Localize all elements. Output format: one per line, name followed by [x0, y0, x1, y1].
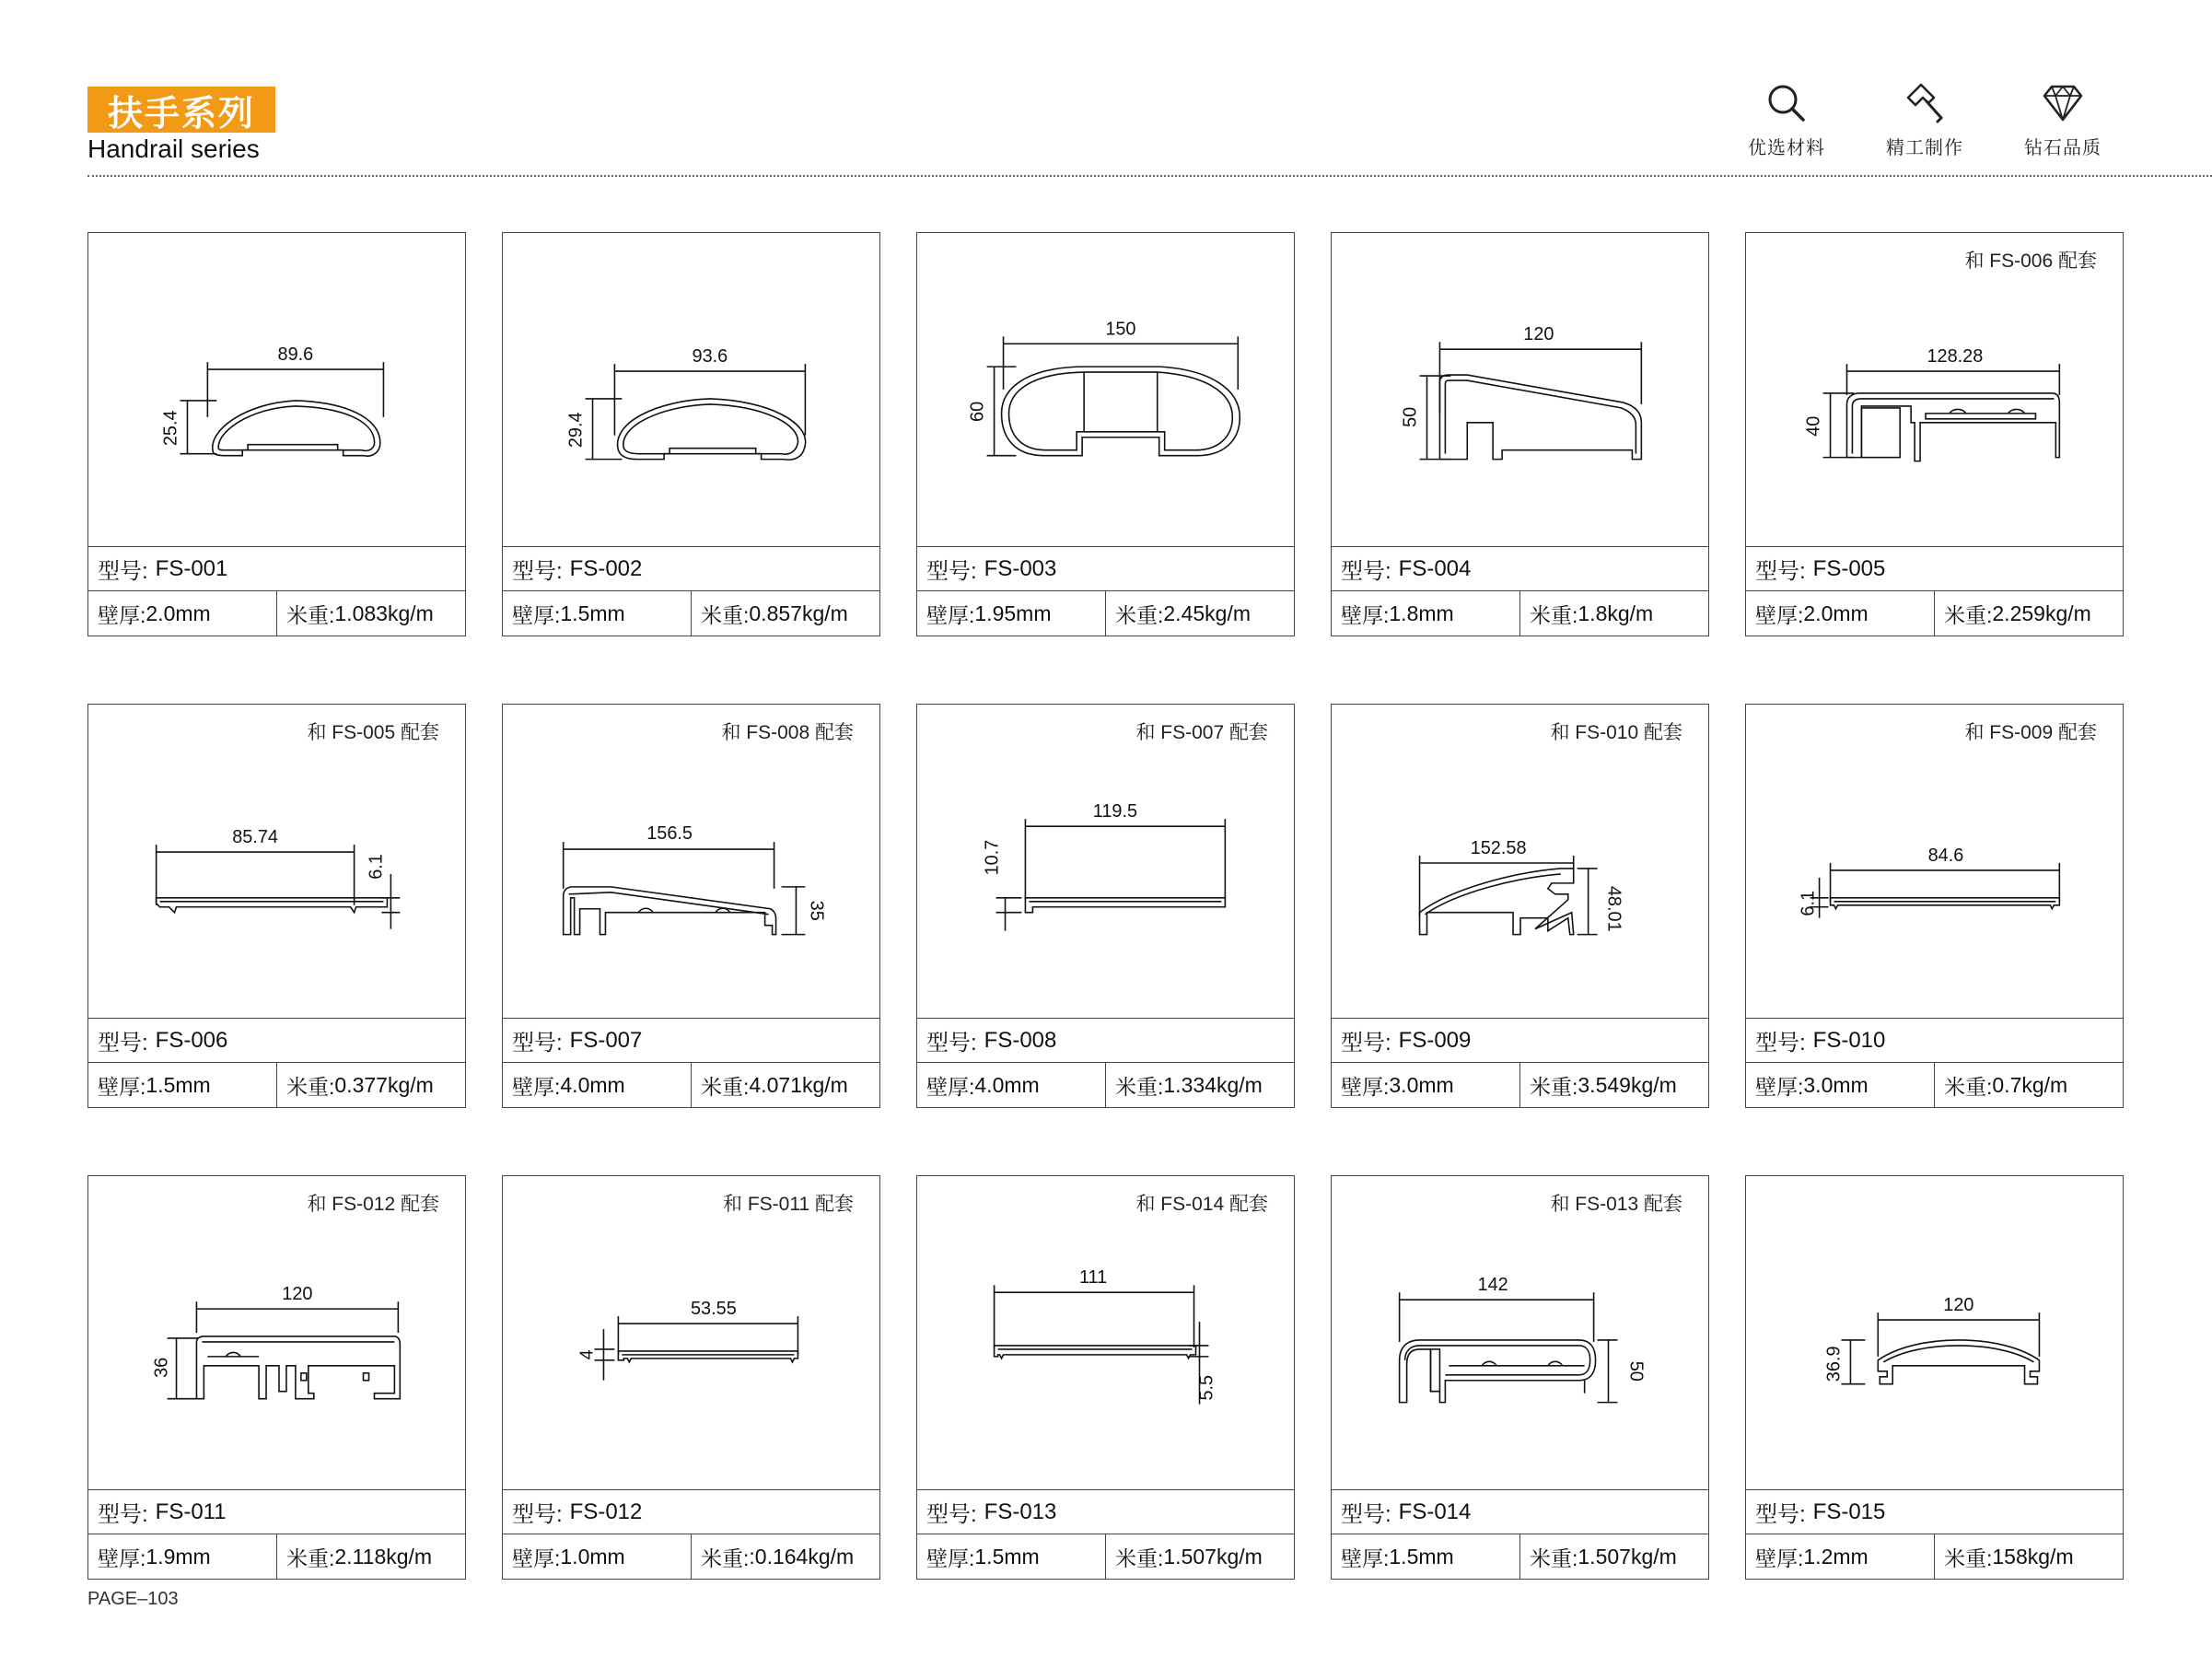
profile-drawing [503, 233, 879, 546]
model-label: 型号: [1755, 559, 1806, 584]
dimension-height: 48.01 [1603, 885, 1624, 932]
matching-note: 和 FS-008 配套 [721, 722, 854, 743]
model-number: FS-010 [1812, 1027, 1886, 1053]
wall-value: 3.0mm [1803, 1072, 1869, 1097]
product-card-fs-005 [1745, 232, 2124, 636]
weight-value: 1.507kg/m [1163, 1544, 1263, 1569]
diamond-icon [2041, 81, 2085, 125]
profile-drawing [503, 705, 879, 1018]
spec-row [1332, 1063, 1708, 1107]
dimension-height: 36 [151, 1357, 172, 1378]
wall-label: 壁厚: [512, 1546, 561, 1570]
wall-label: 壁厚: [926, 1546, 975, 1570]
model-row [88, 546, 465, 591]
model-row [917, 1489, 1294, 1534]
dimension-height: 4 [576, 1349, 598, 1360]
feature-icons [1731, 81, 2146, 164]
weight-label: 米重: [1530, 602, 1578, 627]
wall-label: 壁厚: [1755, 602, 1804, 627]
product-card-fs-013 [916, 1175, 1295, 1580]
dimension-height: 35 [806, 900, 827, 921]
fs-009-profile-svg [1332, 705, 1708, 1018]
weight-value: :0.164kg/m [749, 1544, 855, 1569]
model-number: FS-006 [155, 1027, 228, 1053]
matching-note: 和 FS-011 配套 [723, 1194, 854, 1215]
model-label: 型号: [1341, 1502, 1391, 1527]
fs-003-profile-svg [917, 233, 1294, 546]
profile-drawing [1746, 233, 2123, 546]
profile-drawing [88, 233, 465, 546]
wall-label: 壁厚: [1341, 602, 1390, 627]
model-row [503, 1018, 879, 1063]
model-number: FS-009 [1398, 1027, 1472, 1053]
spec-row [88, 591, 465, 636]
model-row [1332, 1018, 1708, 1063]
weight-value: 1.083kg/m [334, 601, 434, 625]
wall-thickness [88, 591, 277, 636]
fs-001-profile-svg [88, 233, 465, 546]
profile-drawing [917, 233, 1294, 546]
dimension-width: 111 [1078, 1267, 1108, 1289]
wall-thickness [1746, 1063, 1935, 1107]
model-row [88, 1489, 465, 1534]
model-label: 型号: [926, 559, 977, 584]
model-number: FS-011 [155, 1499, 227, 1524]
wall-value: 1.5mm [560, 601, 625, 625]
profile-drawing [917, 705, 1294, 1018]
weight-per-meter [277, 1534, 465, 1579]
dimension-width: 89.6 [277, 344, 314, 366]
matching-note: 和 FS-012 配套 [307, 1194, 439, 1215]
wall-thickness [1332, 591, 1520, 636]
wall-thickness [917, 1534, 1106, 1579]
dimension-height: 50 [1400, 406, 1421, 427]
header-divider [87, 175, 2212, 177]
weight-value: 0.857kg/m [749, 601, 848, 625]
weight-per-meter [1520, 1063, 1708, 1107]
model-row [1332, 1489, 1708, 1534]
wall-label: 壁厚: [926, 1074, 975, 1099]
weight-per-meter [277, 1063, 465, 1107]
series-subtitle: Handrail series [87, 134, 260, 163]
wall-value: 1.95mm [974, 601, 1052, 625]
spec-row [503, 1534, 879, 1579]
model-label: 型号: [926, 1502, 977, 1527]
profile-drawing [88, 1176, 465, 1489]
weight-label: 米重: [1115, 602, 1164, 627]
product-card-fs-011 [87, 1175, 466, 1580]
dimension-width: 152.58 [1470, 838, 1527, 859]
spec-row [917, 1063, 1294, 1107]
wall-thickness [1332, 1063, 1520, 1107]
dimension-width: 85.74 [232, 827, 279, 848]
product-card-fs-006 [87, 704, 466, 1108]
model-row [1746, 1489, 2123, 1534]
profile-drawing [1746, 705, 2123, 1018]
model-label: 型号: [1755, 1502, 1806, 1527]
wall-value: 2.0mm [146, 601, 211, 625]
product-card-fs-004 [1331, 232, 1709, 636]
spec-row [1746, 591, 2123, 636]
fs-008-profile-svg [917, 705, 1294, 1018]
weight-per-meter [1935, 1534, 2123, 1579]
product-card-fs-008 [916, 704, 1295, 1108]
model-label: 型号: [98, 1031, 148, 1056]
dimension-width: 150 [1105, 319, 1136, 340]
fs-013-profile-svg [917, 1176, 1294, 1489]
product-card-fs-003 [916, 232, 1295, 636]
wall-thickness [917, 1063, 1106, 1107]
hammer-icon [1903, 81, 1947, 125]
dimension-height: 10.7 [982, 839, 1003, 876]
model-number: FS-007 [569, 1027, 643, 1053]
weight-label: 米重: [286, 1546, 335, 1570]
weight-per-meter [692, 1063, 879, 1107]
weight-value: 2.118kg/m [334, 1544, 433, 1569]
wall-thickness [917, 591, 1106, 636]
wall-label: 壁厚: [98, 602, 146, 627]
dimension-height: 25.4 [160, 410, 181, 447]
wall-label: 壁厚: [98, 1546, 146, 1570]
model-number: FS-002 [569, 555, 643, 581]
weight-per-meter [692, 591, 879, 636]
weight-per-meter [277, 591, 465, 636]
wall-thickness [1332, 1534, 1520, 1579]
dimension-width: 156.5 [646, 823, 693, 845]
model-row [917, 546, 1294, 591]
weight-label: 米重: [1115, 1074, 1164, 1099]
spec-row [917, 591, 1294, 636]
matching-note: 和 FS-009 配套 [1964, 722, 2097, 743]
fs-006-profile-svg [88, 705, 465, 1018]
model-label: 型号: [512, 1502, 563, 1527]
model-row [917, 1018, 1294, 1063]
product-card-fs-007 [502, 704, 880, 1108]
model-row [503, 546, 879, 591]
fs-004-profile-svg [1332, 233, 1708, 546]
wall-value: 1.5mm [974, 1544, 1040, 1569]
weight-value: 0.377kg/m [334, 1072, 434, 1097]
weight-per-meter [1106, 591, 1294, 636]
wall-value: 4.0mm [974, 1072, 1040, 1097]
wall-thickness [503, 591, 692, 636]
weight-per-meter [692, 1534, 879, 1579]
matching-note: 和 FS-007 配套 [1135, 722, 1268, 743]
matching-note: 和 FS-010 配套 [1550, 722, 1682, 743]
wall-label: 壁厚: [1341, 1546, 1390, 1570]
wall-value: 1.0mm [560, 1544, 625, 1569]
model-label: 型号: [1341, 1031, 1391, 1056]
dimension-height: 60 [967, 401, 988, 422]
model-label: 型号: [1341, 559, 1391, 584]
product-card-fs-010 [1745, 704, 2124, 1108]
profile-drawing [917, 1176, 1294, 1489]
dimension-height: 29.4 [565, 412, 587, 449]
weight-label: 米重: [286, 602, 335, 627]
weight-value: 4.071kg/m [749, 1072, 848, 1097]
matching-note: 和 FS-005 配套 [307, 722, 439, 743]
weight-label: 米重: [701, 602, 750, 627]
weight-per-meter [1106, 1534, 1294, 1579]
wall-label: 壁厚: [1755, 1546, 1804, 1570]
weight-label: 米重: [1944, 1074, 1993, 1099]
weight-value: 158kg/m [1992, 1544, 2074, 1569]
spec-row [1332, 1534, 1708, 1579]
feature-materials [1731, 81, 1842, 159]
model-label: 型号: [512, 1031, 563, 1056]
fs-015-profile-svg [1746, 1176, 2123, 1489]
model-label: 型号: [1755, 1031, 1806, 1056]
profile-drawing [1746, 1176, 2123, 1489]
weight-value: 3.549kg/m [1578, 1072, 1677, 1097]
wall-thickness [503, 1063, 692, 1107]
dimension-height: 5.5 [1196, 1374, 1217, 1401]
weight-label: 米重: [701, 1546, 750, 1570]
wall-value: 4.0mm [560, 1072, 625, 1097]
fs-011-profile-svg [88, 1176, 465, 1489]
wall-value: 1.2mm [1803, 1544, 1869, 1569]
wall-value: 3.0mm [1389, 1072, 1454, 1097]
weight-label: 米重: [286, 1074, 335, 1099]
feature-quality [2008, 81, 2118, 159]
weight-per-meter [1106, 1063, 1294, 1107]
model-number: FS-015 [1812, 1499, 1886, 1524]
model-row [1332, 546, 1708, 591]
profile-drawing [88, 705, 465, 1018]
model-number: FS-003 [984, 555, 1057, 581]
page-number: PAGE–103 [87, 1589, 179, 1609]
model-number: FS-013 [984, 1499, 1057, 1524]
spec-row [503, 591, 879, 636]
model-row [1746, 546, 2123, 591]
weight-value: 1.507kg/m [1578, 1544, 1677, 1569]
dimension-width: 142 [1477, 1275, 1508, 1296]
spec-row [503, 1063, 879, 1107]
profile-drawing [1332, 705, 1708, 1018]
wall-value: 1.5mm [146, 1072, 211, 1097]
weight-label: 米重: [1530, 1546, 1578, 1570]
wall-thickness [1746, 1534, 1935, 1579]
feature-label: 优选材料 [1748, 136, 1825, 158]
weight-label: 米重: [1115, 1546, 1164, 1570]
wall-thickness [88, 1063, 277, 1107]
product-card-fs-014 [1331, 1175, 1709, 1580]
weight-value: 0.7kg/m [1992, 1072, 2068, 1097]
model-number: FS-004 [1398, 555, 1472, 581]
dimension-height: 36.9 [1823, 1346, 1845, 1382]
feature-label: 钻石品质 [2024, 136, 2101, 158]
search-icon [1764, 81, 1809, 125]
wall-value: 1.9mm [146, 1544, 211, 1569]
weight-value: 1.334kg/m [1163, 1072, 1263, 1097]
model-label: 型号: [98, 1502, 148, 1527]
model-number: FS-005 [1812, 555, 1886, 581]
spec-row [88, 1534, 465, 1579]
model-number: FS-012 [569, 1499, 643, 1524]
dimension-height: 6.1 [1798, 890, 1819, 916]
dimension-width: 120 [1523, 324, 1554, 345]
model-row [1746, 1018, 2123, 1063]
wall-thickness [1746, 591, 1935, 636]
matching-note: 和 FS-013 配套 [1550, 1194, 1682, 1215]
matching-note: 和 FS-006 配套 [1964, 251, 2097, 272]
product-card-fs-009 [1331, 704, 1709, 1108]
model-row [503, 1489, 879, 1534]
spec-row [88, 1063, 465, 1107]
wall-thickness [503, 1534, 692, 1579]
profile-drawing [1332, 233, 1708, 546]
fs-005-profile-svg [1746, 233, 2123, 546]
spec-row [1746, 1534, 2123, 1579]
dimension-height: 50 [1625, 1360, 1647, 1382]
fs-012-profile-svg [503, 1176, 879, 1489]
dimension-width: 84.6 [1927, 846, 1964, 866]
weight-label: 米重: [701, 1074, 750, 1099]
profile-drawing [503, 1176, 879, 1489]
wall-value: 1.8mm [1389, 601, 1454, 625]
product-card-fs-002 [502, 232, 880, 636]
dimension-height: 6.1 [366, 854, 387, 880]
dimension-width: 119.5 [1092, 801, 1138, 822]
fs-002-profile-svg [503, 233, 879, 546]
weight-value: 1.8kg/m [1578, 601, 1654, 625]
wall-value: 2.0mm [1803, 601, 1869, 625]
weight-value: 2.45kg/m [1163, 601, 1251, 625]
wall-label: 壁厚: [512, 1074, 561, 1099]
wall-label: 壁厚: [1755, 1074, 1804, 1099]
model-label: 型号: [98, 559, 148, 584]
weight-per-meter [1520, 591, 1708, 636]
feature-label: 精工制作 [1886, 136, 1963, 158]
series-title-badge: 扶手系列 [87, 87, 275, 133]
dimension-width: 93.6 [692, 346, 728, 367]
model-row [88, 1018, 465, 1063]
model-label: 型号: [926, 1031, 977, 1056]
fs-010-profile-svg [1746, 705, 2123, 1018]
model-number: FS-001 [155, 555, 228, 581]
wall-label: 壁厚: [1341, 1074, 1390, 1099]
wall-label: 壁厚: [926, 602, 975, 627]
dimension-width: 128.28 [1927, 346, 1984, 367]
model-number: FS-008 [984, 1027, 1057, 1053]
profile-drawing [1332, 1176, 1708, 1489]
dimension-height: 40 [1803, 415, 1824, 437]
spec-row [917, 1534, 1294, 1579]
fs-014-profile-svg [1332, 1176, 1708, 1489]
dimension-width: 120 [282, 1284, 313, 1305]
dimension-width: 120 [1943, 1295, 1974, 1316]
product-card-fs-012 [502, 1175, 880, 1580]
product-card-fs-001 [87, 232, 466, 636]
weight-per-meter [1935, 1063, 2123, 1107]
weight-label: 米重: [1944, 602, 1993, 627]
weight-value: 2.259kg/m [1992, 601, 2091, 625]
weight-per-meter [1520, 1534, 1708, 1579]
wall-label: 壁厚: [512, 602, 561, 627]
product-card-fs-015 [1745, 1175, 2124, 1580]
dimension-width: 53.55 [690, 1299, 737, 1320]
weight-label: 米重: [1530, 1074, 1578, 1099]
spec-row [1746, 1063, 2123, 1107]
feature-craft [1869, 81, 1980, 159]
model-number: FS-014 [1398, 1499, 1472, 1524]
spec-row [1332, 591, 1708, 636]
weight-per-meter [1935, 591, 2123, 636]
wall-value: 1.5mm [1389, 1544, 1454, 1569]
model-label: 型号: [512, 559, 563, 584]
matching-note: 和 FS-014 配套 [1135, 1194, 1268, 1215]
wall-label: 壁厚: [98, 1074, 146, 1099]
fs-007-profile-svg [503, 705, 879, 1018]
weight-label: 米重: [1944, 1546, 1993, 1570]
wall-thickness [88, 1534, 277, 1579]
